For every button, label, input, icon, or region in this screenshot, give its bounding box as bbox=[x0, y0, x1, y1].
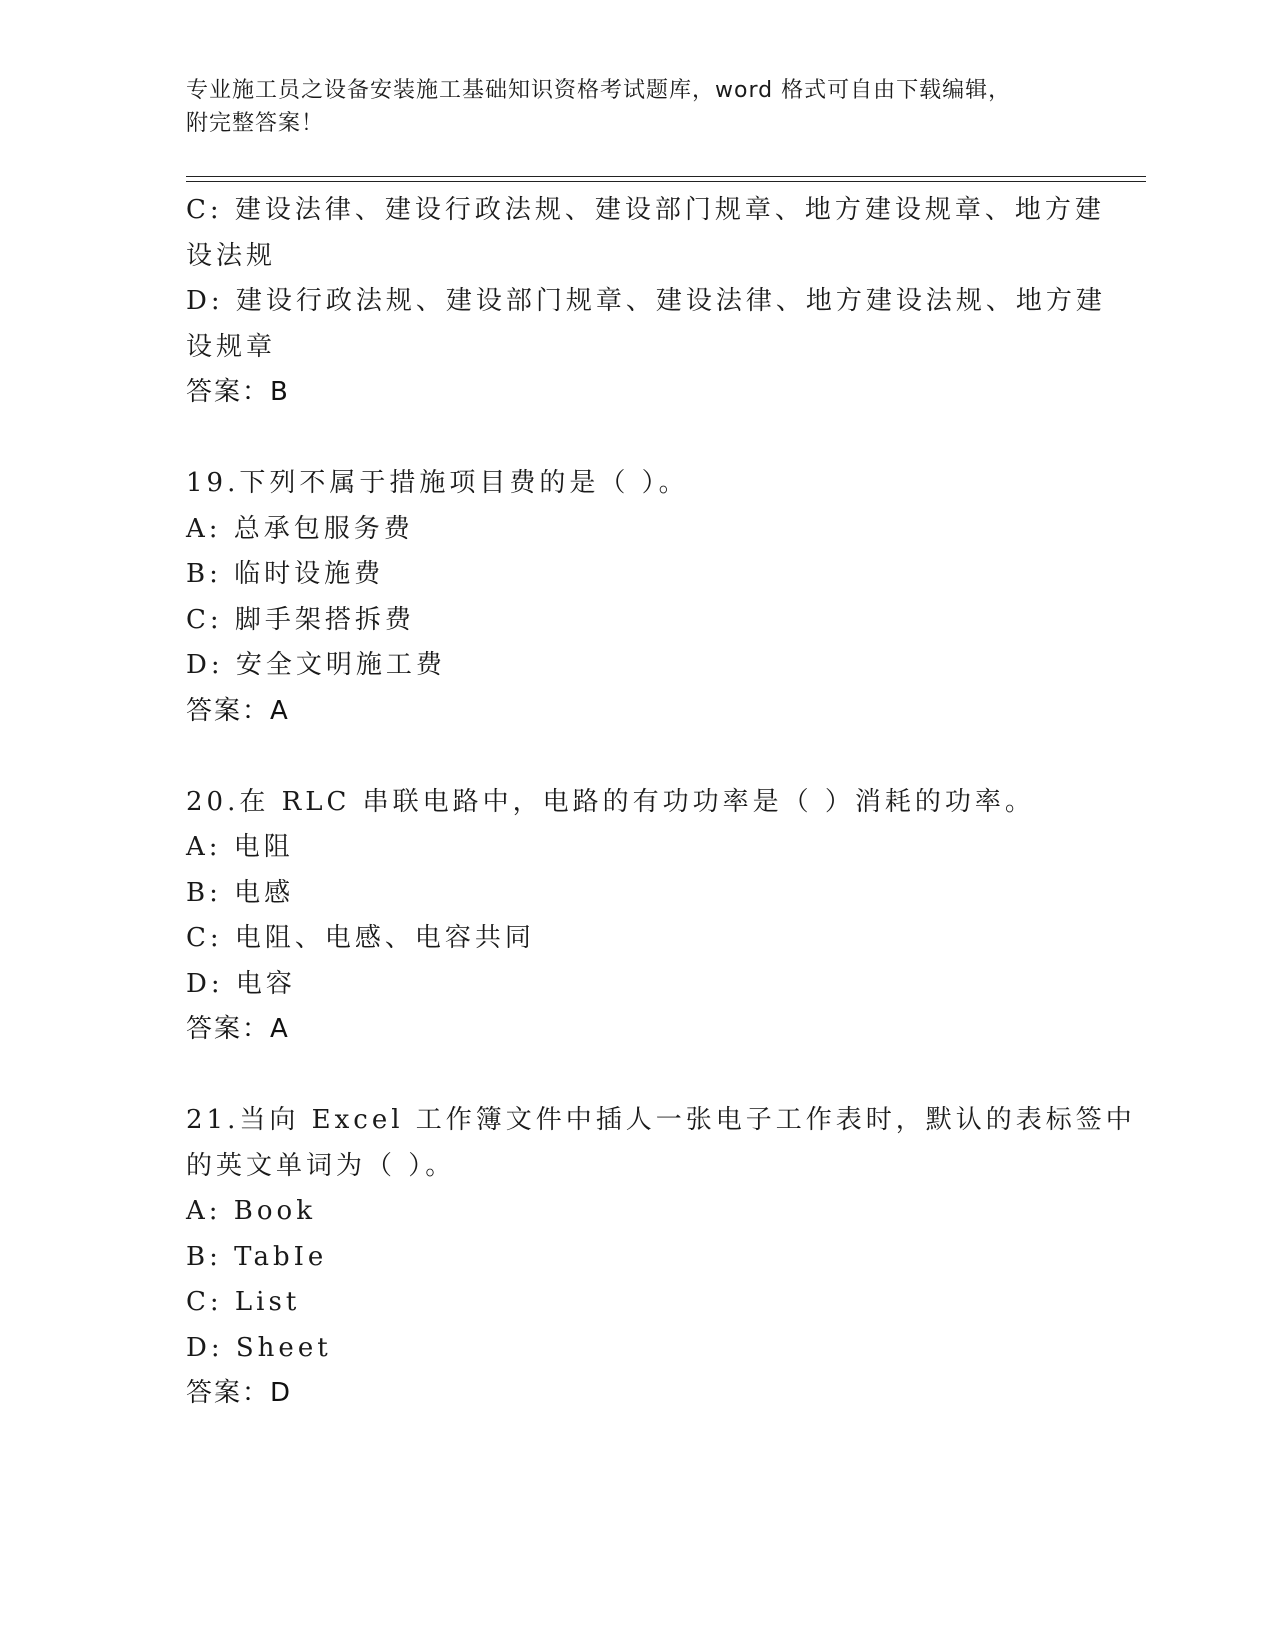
option-d: D: 电容 bbox=[186, 968, 296, 999]
option-a: A: Book bbox=[186, 1196, 316, 1226]
header-divider-bottom bbox=[186, 181, 1146, 182]
option-b: B: TabIe bbox=[186, 1241, 328, 1272]
spacer bbox=[186, 734, 1086, 780]
option-c: C: List bbox=[186, 1287, 301, 1317]
question-text-line-2: 的英文单词为（ ）。 bbox=[186, 1150, 456, 1181]
option-c-line-1: C: 建设法律、建设行政法规、建设部门规章、地方建设规章、地方建 bbox=[186, 195, 1105, 225]
question-text: 19.下列不属于措施项目费的是（ ）。 bbox=[186, 468, 689, 498]
option-c: C: 电阻、电感、电容共同 bbox=[186, 923, 535, 953]
option-c-line-2: 设法规 bbox=[186, 240, 277, 271]
answer-line: 答案：D bbox=[186, 1378, 293, 1408]
question-text: 20.在 RLC 串联电路中，电路的有功功率是（ ）消耗的功率。 bbox=[186, 786, 1035, 817]
question-list bbox=[186, 188, 1136, 1417]
option-d: D: Sheet bbox=[186, 1332, 332, 1363]
option-d: D: 安全文明施工费 bbox=[186, 650, 446, 680]
spacer bbox=[186, 1053, 1086, 1099]
answer-line: 答案：A bbox=[186, 1014, 290, 1044]
header-line-2: 附完整答案！ bbox=[186, 111, 325, 136]
header-divider-top bbox=[186, 176, 1146, 177]
question-block-18 bbox=[186, 188, 1106, 416]
option-b: B: 电感 bbox=[186, 877, 295, 908]
answer-line: 答案：B bbox=[186, 377, 290, 407]
question-block-19 bbox=[186, 461, 1086, 734]
document-header bbox=[186, 74, 1066, 140]
option-d-line-1: D: 建设行政法规、建设部门规章、建设法律、地方建设法规、地方建 bbox=[186, 286, 1106, 316]
spacer bbox=[186, 416, 1086, 462]
option-a: A: 总承包服务费 bbox=[186, 513, 414, 544]
option-c: C: 脚手架搭拆费 bbox=[186, 604, 415, 635]
option-d-line-2: 设规章 bbox=[186, 331, 277, 362]
question-block-21 bbox=[186, 1098, 1136, 1417]
answer-line: 答案：A bbox=[186, 695, 290, 726]
question-block-20 bbox=[186, 780, 1086, 1053]
option-a: A: 电阻 bbox=[186, 832, 294, 862]
header-line-1: 专业施工员之设备安装施工基础知识资格考试题库，word 格式可自由下载编辑， bbox=[186, 78, 1012, 103]
option-b: B: 临时设施费 bbox=[186, 559, 385, 589]
question-text-line-1: 21.当向 Excel 工作簿文件中插人一张电子工作表时，默认的表标签中 bbox=[186, 1105, 1136, 1135]
